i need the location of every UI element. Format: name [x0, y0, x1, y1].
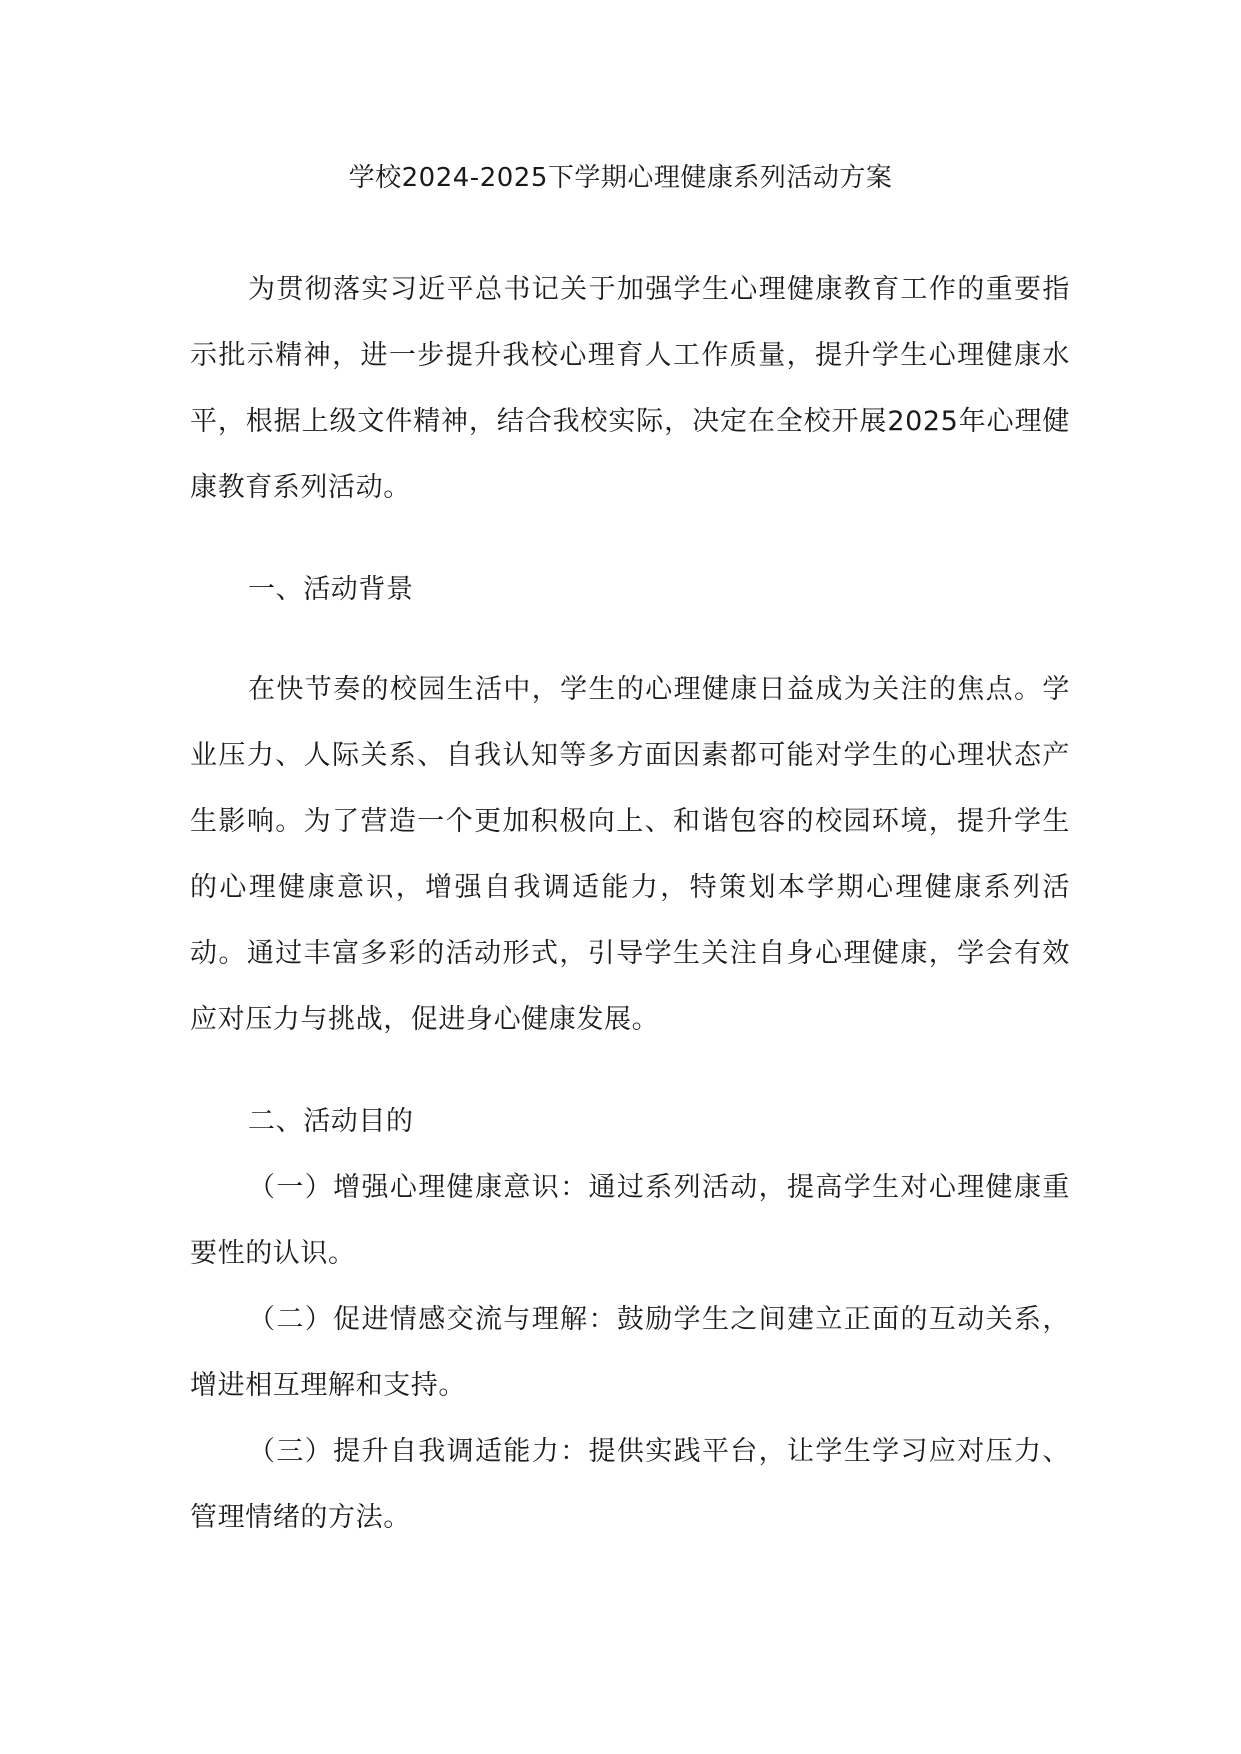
document-title: 学校2024-2025下学期心理健康系列活动方案	[348, 163, 893, 193]
purpose-item-1: （一）增强心理健康意识：通过系列活动，提高学生对心理健康重要性的认识。	[190, 1172, 1070, 1269]
section-heading-background: 一、活动背景	[248, 574, 414, 605]
section-heading-purpose: 二、活动目的	[248, 1106, 414, 1137]
background-paragraph: 在快节奏的校园生活中，学生的心理健康日益成为关注的焦点。学业压力、人际关系、自我认知等多方面因素都可能对学生的心理状态产生影响。为了营造一个更加积极向上、和谐包容的校园环境，提升学生的心理健康意识，增强自我调适能力，特策划本学期心理健康系列活动。通过丰富多彩的活动形式，引导学生关注自身心理健康，学会有效应对压力与挑战，促进身心健康发展。	[190, 674, 1070, 1035]
purpose-item-3: （三）提升自我调适能力：提供实践平台，让学生学习应对压力、管理情绪的方法。	[190, 1436, 1070, 1533]
intro-paragraph: 为贯彻落实习近平总书记关于加强学生心理健康教育工作的重要指示批示精神，进一步提升我校心理育人工作质量，提升学生心理健康水平，根据上级文件精神，结合我校实际，决定在全校开展2025年心理健康教育系列活动。	[190, 274, 1070, 503]
purpose-item-2: （二）促进情感交流与理解：鼓励学生之间建立正面的互动关系，增进相互理解和支持。	[190, 1304, 1070, 1401]
document-body	[190, 257, 1070, 1551]
